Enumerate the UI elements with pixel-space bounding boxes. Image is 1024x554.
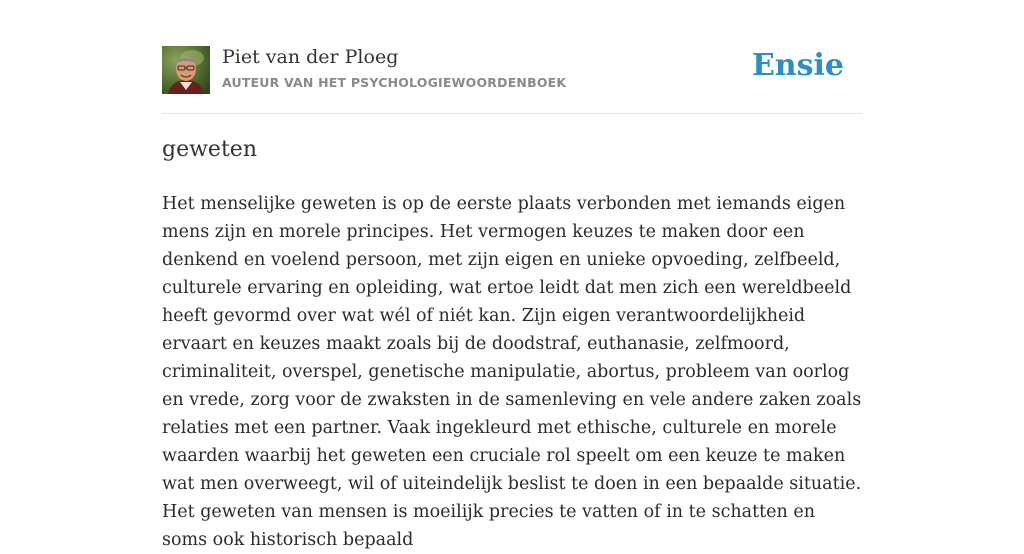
entry-body: Het menselijke geweten is op de eerste plaats verbonden met iemands eigen mens zijn en morele principes. Het vermogen keuzes te maken door een denkend en voelend persoon, met zijn eigen en unieke opvoeding, zelfbeeld, culturele ervaring en opleiding, wat ertoe leidt dat men zich een wereldbeeld heeft gevormd over wat wél of niét kan. Zijn eigen verantwoordelijkheid ervaart en keuzes maakt zoals bij de doodstraf, euthanasie, zelfmoord, criminaliteit, overspel, genetische manipulatie, abortus, probleem van oorlog en vrede, zorg voor de zwaksten in de samenleving en vele andere zaken zoals relaties met een partner. Vaak ingekleurd met ethische, culturele en morele waarden waarbij het geweten een cruciale rol speelt om een keuze te maken wat men overweegt, wil of uiteindelijk beslist te doen in een bepaalde situatie. Het geweten van mensen is moeilijk precies te vatten of in te schatten en soms ook historisch bepaald — [162, 194, 862, 550]
header-divider — [162, 113, 862, 114]
author-avatar[interactable] — [162, 46, 210, 94]
author-subtitle: AUTEUR VAN HET PSYCHOLOGIEWOORDENBOEK — [222, 75, 567, 90]
ensie-logo[interactable]: Ensie — [751, 48, 844, 83]
author-photo-icon — [162, 46, 210, 94]
entry-title: geweten — [162, 137, 257, 162]
author-header — [162, 46, 862, 96]
author-name[interactable]: Piet van der Ploeg — [222, 46, 399, 68]
